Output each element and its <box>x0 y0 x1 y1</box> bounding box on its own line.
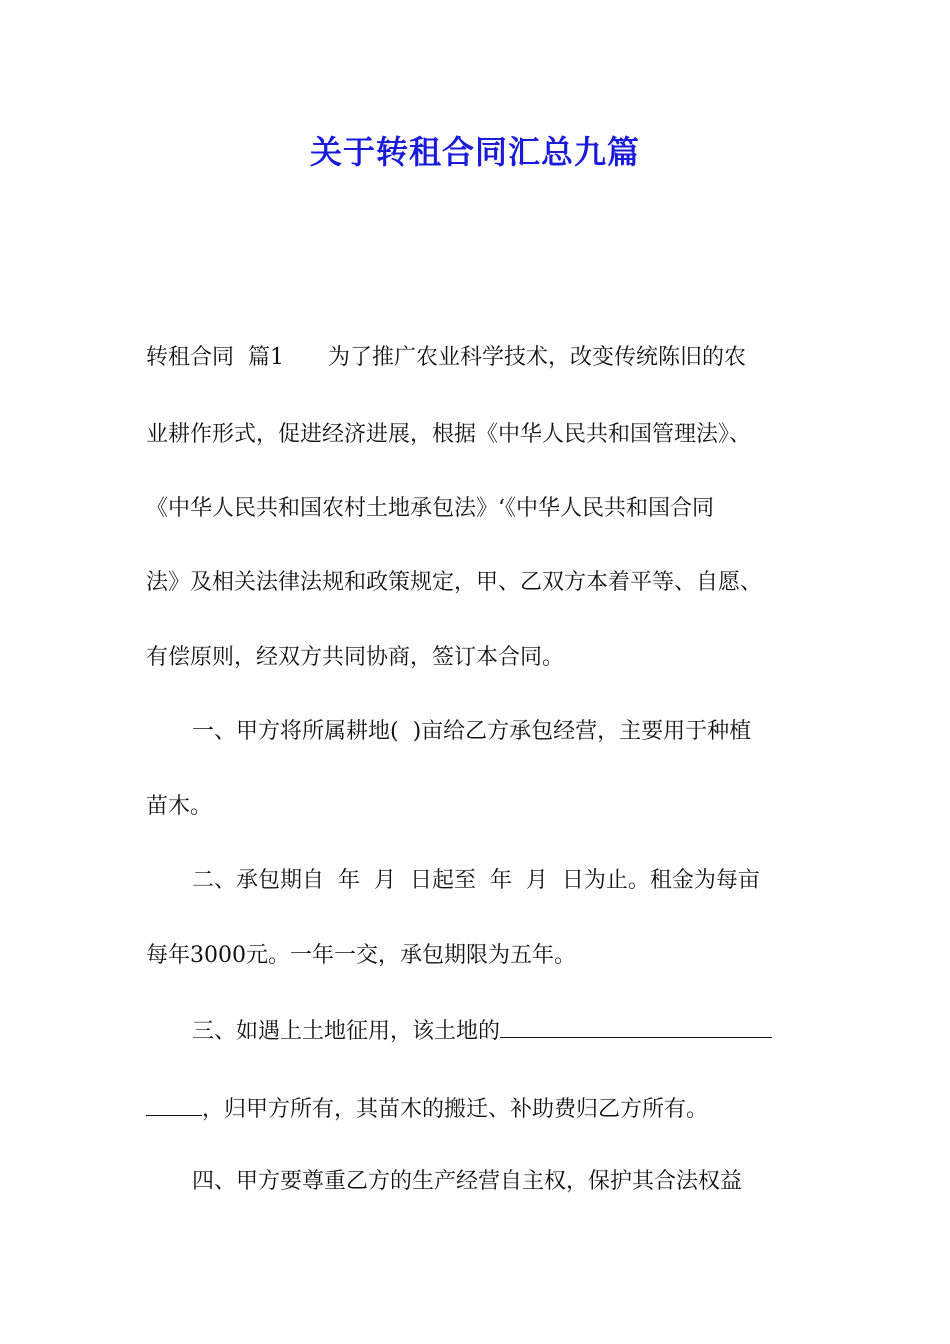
intro-line-2: 业耕作形式，促进经济进展，根据《中华人民共和国管理法》、 <box>146 422 752 447</box>
fill-in-blank-line <box>500 1015 772 1038</box>
intro-line-3: 《中华人民共和国农村土地承包法》‘《中华人民共和国合同 <box>146 496 714 521</box>
clause-1-line-1: 一、甲方将所属耕地( )亩给乙方承包经营，主要用于种植 <box>192 719 752 744</box>
intro-line-4: 法》及相关法律法规和政策规定，甲、乙双方本着平等、自愿、 <box>146 570 763 595</box>
clause-2-line-1: 二、承包期自 年 月 日起至 年 月 日为止。租金为每亩 <box>192 868 760 893</box>
clause-1-line-2: 苗木。 <box>146 794 213 819</box>
intro-text-1: 为了推广农业科学技术，改变传统陈旧的农 <box>327 345 746 370</box>
intro-line-5: 有偿原则，经双方共同协商，签订本合同。 <box>146 645 565 670</box>
clause-3-line-1 <box>192 1015 872 1047</box>
section-heading: 转租合同 篇1 <box>146 345 284 370</box>
clause-4-line-1: 四、甲方要尊重乙方的生产经营自主权，保护其合法权益 <box>192 1169 743 1194</box>
clause-3-text-2: ，归甲方所有，其苗木的搬迁、补助费归乙方所有。 <box>202 1097 709 1122</box>
clause-3-text-1: 三、如遇上土地征用，该土地的 <box>192 1019 501 1044</box>
clause-2-line-2: 每年3000元。一年一交，承包期限为五年。 <box>146 943 576 968</box>
intro-line-1 <box>146 343 826 373</box>
document-title: 关于转租合同汇总九篇 <box>309 133 640 171</box>
fill-in-blank-short <box>146 1093 202 1116</box>
clause-3-line-2 <box>146 1093 826 1125</box>
